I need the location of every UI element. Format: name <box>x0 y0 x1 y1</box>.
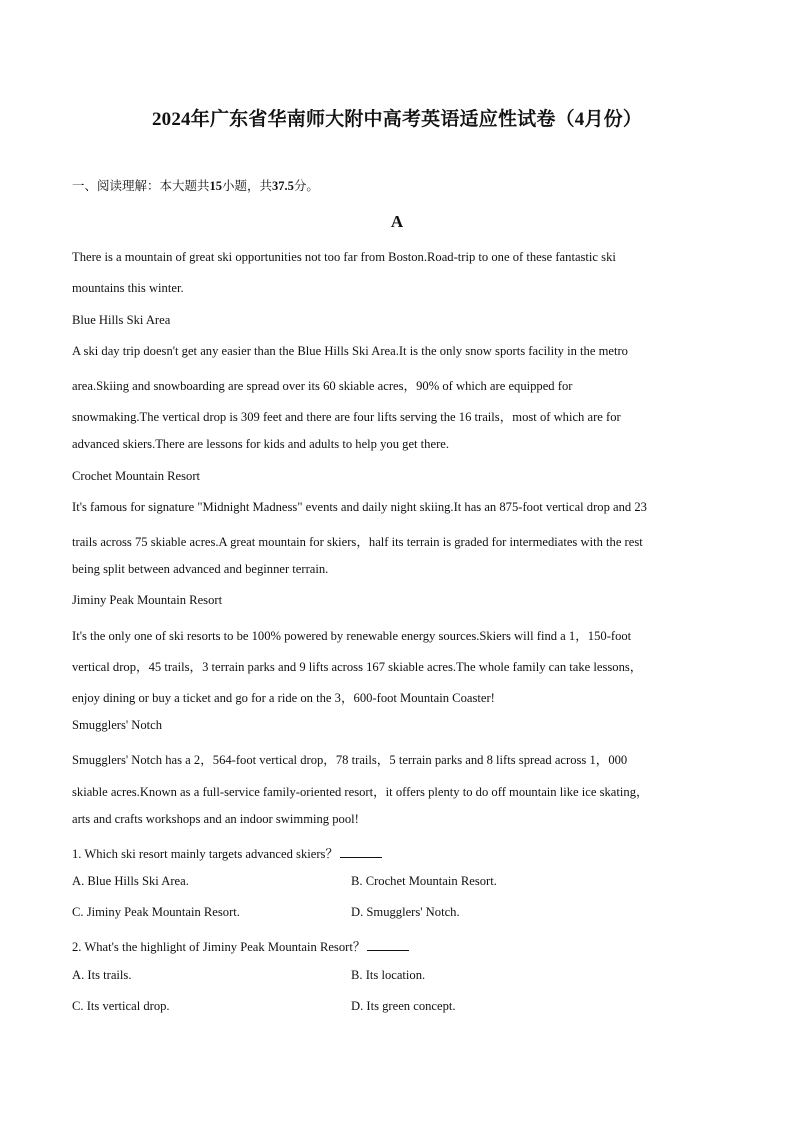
option-b[interactable]: B. Its location. <box>351 968 426 982</box>
option-a[interactable]: A. Its trails. <box>72 968 132 982</box>
section-score: 37.5 <box>272 179 294 193</box>
passage-line: being split between advanced and beginner terrain. <box>72 562 329 576</box>
passage-label: A <box>390 212 404 231</box>
section-mid: 小题，共 <box>222 179 273 193</box>
resort-heading: Smugglers' Notch <box>72 718 163 732</box>
passage-line: area.Skiing and snowboarding are spread over its 60 skiable acres，90% of which are equipped for <box>72 379 573 393</box>
exam-title: 2024年广东省华南师大附中高考英语适应性试卷（4月份） <box>151 109 643 130</box>
resort-heading: Blue Hills Ski Area <box>72 313 171 327</box>
passage-line: advanced skiers.There are lessons for kids and adults to help you get there. <box>72 437 449 451</box>
passage-line: mountains this winter. <box>72 281 184 295</box>
section-count: 15 <box>209 179 223 193</box>
answer-blank[interactable] <box>367 940 409 951</box>
resort-heading: Crochet Mountain Resort <box>72 469 201 483</box>
question-stem: 1. Which ski resort mainly targets advanced skiers？ <box>72 847 339 861</box>
question-1 <box>72 843 382 862</box>
passage-line: enjoy dining or buy a ticket and go for a ride on the 3，600-foot Mountain Coaster! <box>72 691 495 705</box>
section-suffix: 分。 <box>293 179 319 193</box>
passage-line: skiable acres.Known as a full-service family-oriented resort，it offers plenty to do off mountain like ice skating， <box>72 785 649 799</box>
passage-line: vertical drop，45 trails，3 terrain parks and 9 lifts across 167 skiable acres.The whole family can take lessons， <box>72 660 643 674</box>
section-heading <box>72 176 319 194</box>
passage-line: A ski day trip doesn't get any easier than the Blue Hills Ski Area.It is the only snow sports facility in the metro <box>72 344 628 358</box>
option-a[interactable]: A. Blue Hills Ski Area. <box>72 874 189 888</box>
section-prefix: 一、阅读理解：本大题共 <box>72 179 210 193</box>
option-c[interactable]: C. Jiminy Peak Mountain Resort. <box>72 905 240 919</box>
passage-line: It's famous for signature "Midnight Madness" events and daily night skiing.It has an 875-foot vertical drop and 23 <box>72 500 647 514</box>
passage-line: trails across 75 skiable acres.A great mountain for skiers，half its terrain is graded for intermediates with the rest <box>72 535 643 549</box>
question-stem: 2. What's the highlight of Jiminy Peak Mountain Resort？ <box>72 940 366 954</box>
option-d[interactable]: D. Smugglers' Notch. <box>351 905 460 919</box>
option-d[interactable]: D. Its green concept. <box>351 999 456 1013</box>
resort-heading: Jiminy Peak Mountain Resort <box>72 593 223 607</box>
passage-line: Smugglers' Notch has a 2，564-foot vertical drop，78 trails，5 terrain parks and 8 lifts spread across 1，000 <box>72 753 628 767</box>
passage-line: There is a mountain of great ski opportunities not too far from Boston.Road-trip to one of these fantastic ski <box>72 250 616 264</box>
answer-blank[interactable] <box>340 847 382 858</box>
passage-line: It's the only one of ski resorts to be 100% powered by renewable energy sources.Skiers will find a 1，150-foot <box>72 629 632 643</box>
question-2 <box>72 936 409 955</box>
passage-line: arts and crafts workshops and an indoor swimming pool! <box>72 812 359 826</box>
option-b[interactable]: B. Crochet Mountain Resort. <box>351 874 497 888</box>
option-c[interactable]: C. Its vertical drop. <box>72 999 170 1013</box>
passage-line: snowmaking.The vertical drop is 309 feet and there are four lifts serving the 16 trails，most of which are for <box>72 410 621 424</box>
